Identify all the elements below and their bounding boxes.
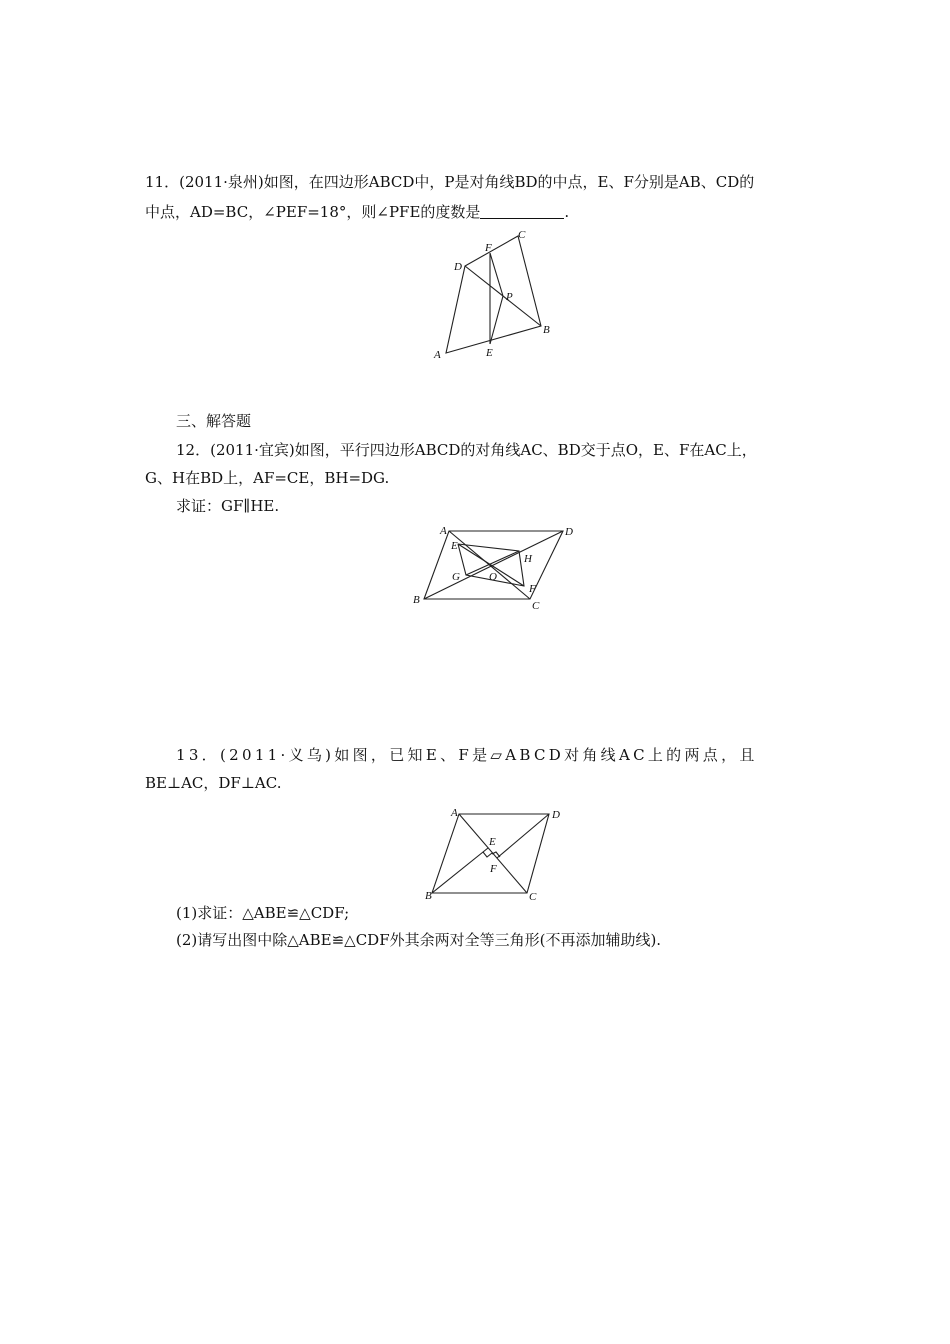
label-e: E [489, 836, 496, 848]
q13-line2: BE⊥AC，DF⊥AC. [145, 774, 282, 792]
label-a: A [440, 525, 447, 537]
label-d: D [454, 261, 462, 273]
q11-line2-end: . [564, 203, 570, 221]
q13-figure [420, 800, 580, 905]
answer-blank [480, 204, 564, 219]
label-d: D [552, 809, 560, 821]
label-h: H [524, 553, 532, 565]
q11-figure [425, 225, 565, 365]
diagonal-ac [449, 531, 530, 599]
q13-part1: (1)求证：△ABE≌△CDF; [176, 904, 350, 922]
label-c: C [532, 600, 540, 612]
segment-be [432, 848, 488, 893]
q12-line3: 求证：GF∥HE. [176, 497, 280, 515]
label-e: E [486, 347, 493, 359]
q11-line2 [145, 202, 569, 222]
label-c: C [529, 891, 537, 903]
label-e: E [451, 540, 458, 552]
q12-figure [410, 522, 580, 614]
q12-line2: G、H在BD上，AF=CE，BH=DG. [145, 469, 390, 487]
section-title: 三、解答题 [176, 412, 252, 430]
label-d: D [565, 526, 573, 538]
label-p: P [506, 291, 513, 303]
label-a: A [451, 807, 458, 819]
label-c: C [518, 229, 526, 241]
q11-line1: 11．(2011·泉州)如图，在四边形ABCD中，P是对角线BD的中点，E、F分别是AB、CD的 [145, 173, 755, 191]
q13-part2: (2)请写出图中除△ABE≌△CDF外其余两对全等三角形(不再添加辅助线). [176, 931, 662, 949]
quadrilateral-abcd [446, 236, 541, 353]
label-a: A [434, 349, 441, 361]
segment-fp [490, 253, 503, 296]
label-b: B [425, 890, 432, 902]
label-o: O [489, 571, 497, 583]
q13-line1: 13．(2011·义乌)如图，已知E、F是▱ABCD对角线AC上的两点，且 [176, 746, 758, 764]
label-g: G [452, 571, 460, 583]
q11-line2-text: 中点，AD=BC，∠PEF=18°，则∠PFE的度数是 [145, 203, 481, 221]
q12-line1: 12．(2011·宜宾)如图，平行四边形ABCD的对角线AC、BD交于点O，E、F在AC上， [176, 441, 757, 459]
label-f: F [485, 242, 492, 254]
label-b: B [413, 594, 420, 606]
label-f: F [490, 863, 497, 875]
label-b: B [543, 324, 550, 336]
right-angle-e [483, 852, 492, 857]
label-f: F [529, 583, 536, 595]
segment-df [497, 814, 549, 858]
